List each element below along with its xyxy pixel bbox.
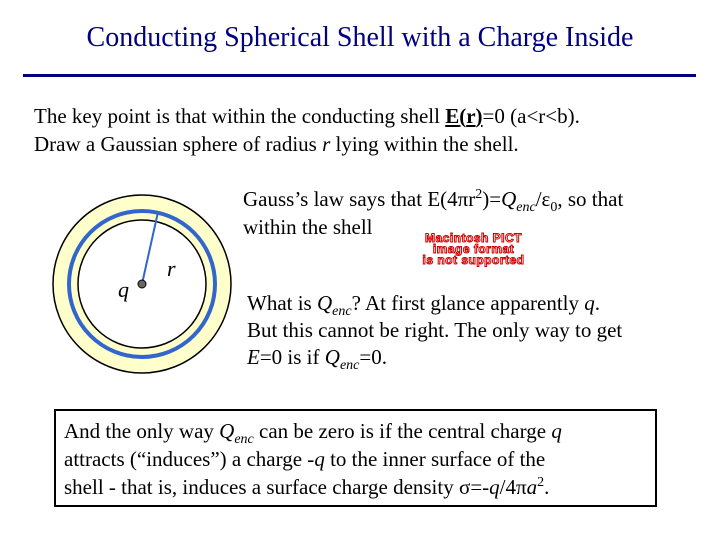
gauss-line-2: within the shell <box>243 215 373 239</box>
exponent: 2 <box>537 475 545 490</box>
Q-symbol-2: Q <box>324 345 340 369</box>
Q-symbol: Q <box>316 291 333 315</box>
intro-text-3: lying within the shell. <box>330 132 519 156</box>
spherical-shell-diagram <box>50 192 234 376</box>
period: . <box>544 475 550 499</box>
box-text-b: can be zero is if the central charge <box>253 419 552 443</box>
radius-label: r <box>167 256 176 281</box>
exponent: 2 <box>475 187 483 202</box>
q-text-b: ? At first glance apparently <box>351 291 585 315</box>
question-line-1 <box>247 290 707 320</box>
equals: )= <box>482 187 502 211</box>
pict-line-1: Macintosh PICT <box>424 230 522 245</box>
q-symbol-2: q <box>314 447 325 471</box>
title-divider <box>23 74 696 77</box>
conclusion-box <box>54 409 657 507</box>
box-line-1 <box>64 417 647 448</box>
r-symbol: r <box>468 187 476 211</box>
q-text-d: =0. <box>359 345 387 369</box>
enc-subscript: enc <box>234 432 254 448</box>
radius-symbol: r <box>322 132 331 156</box>
field-r: r <box>466 104 476 128</box>
enc-subscript: enc <box>516 200 536 216</box>
sigma-symbol: σ <box>458 475 471 499</box>
pi-symbol: π <box>516 475 527 499</box>
q-symbol: q <box>584 291 595 315</box>
charge-label: q <box>118 277 129 302</box>
enc-subscript-2: enc <box>339 358 360 374</box>
epsilon-symbol: ε <box>541 187 551 211</box>
intro-text-2: Draw a Gaussian sphere of radius <box>34 132 323 156</box>
pict-line-2: image format <box>432 241 515 256</box>
paren-close: ) <box>475 104 483 128</box>
question-paragraph <box>247 290 707 374</box>
unsupported-image-placeholder <box>402 232 545 266</box>
slash: / <box>535 187 542 211</box>
enc-subscript: enc <box>332 304 352 320</box>
zero-subscript: 0 <box>550 200 558 216</box>
central-charge-dot <box>138 280 146 288</box>
pict-line-3: is not supported <box>422 252 525 267</box>
pi-symbol: π <box>457 187 469 211</box>
box-text-e: shell - that is, induces a surface charge density <box>64 475 459 499</box>
box-line-3 <box>64 473 647 501</box>
intro-paragraph <box>34 102 704 158</box>
box-line-2 <box>64 445 647 473</box>
equals-minus: =- <box>470 475 490 499</box>
field-E: E <box>445 104 460 128</box>
gauss-pre: Gauss’s law says that E(4 <box>243 187 458 211</box>
q-symbol-3: q <box>489 475 500 499</box>
intro-condition: =0 (a<r<b). <box>482 104 580 128</box>
box-text-a: And the only way <box>64 419 220 443</box>
q-text-a: What is <box>247 291 317 315</box>
gauss-post: , so that <box>557 187 624 211</box>
intro-line-2 <box>34 130 704 158</box>
Q-symbol: Q <box>501 187 517 211</box>
intro-line-1 <box>34 102 704 130</box>
page-title: Conducting Spherical Shell with a Charge Inside <box>86 22 634 53</box>
a-symbol: a <box>526 475 538 499</box>
question-line-2: But this cannot be right. The only way to get <box>247 318 623 342</box>
paren-open: ( <box>459 104 467 128</box>
slash-four: /4 <box>499 475 516 499</box>
box-text-d: to the inner surface of the <box>324 447 546 471</box>
intro-text: The key point is that within the conducting shell <box>34 104 446 128</box>
q-period: . <box>594 291 601 315</box>
E-symbol: E <box>247 345 260 369</box>
question-line-3 <box>247 344 707 374</box>
box-text-c: attracts (“induces”) a charge - <box>64 447 315 471</box>
Q-symbol: Q <box>219 419 235 443</box>
gauss-line-1 <box>243 185 693 216</box>
q-text-c: =0 is if <box>259 345 325 369</box>
q-symbol: q <box>551 419 562 443</box>
